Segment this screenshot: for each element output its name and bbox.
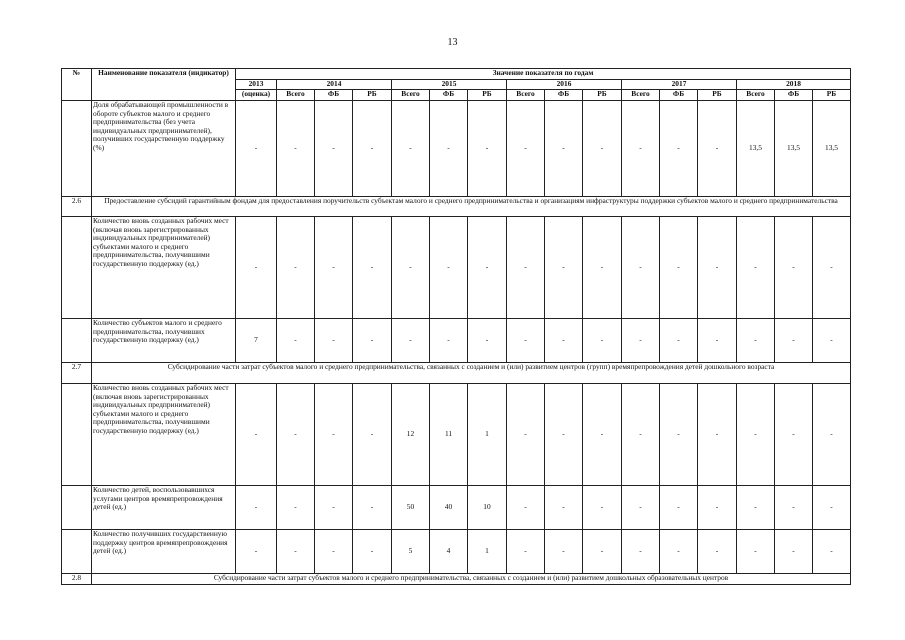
table-row [62,384,851,486]
table-row [62,530,851,574]
value-cell: - [583,217,622,319]
value-cell: - [622,530,660,574]
header-sub-2014-total: Всего [277,90,315,101]
value-cell: - [353,101,392,197]
indicator-name: Количество вновь созданных рабочих мест (включая вновь зарегистрированных индивидуальных предпринимателей) субъектами малого и среднего предпринимательства, получившими государственную поддержку (ед.) [92,217,236,319]
value-cell: 11 [430,384,468,486]
page-number: 13 [447,37,458,48]
value-cell: - [698,319,737,363]
header-sub-2018-fb: ФБ [775,90,813,101]
header-sub-2015-rb: РБ [468,90,507,101]
value-cell: - [660,486,698,530]
value-cell: - [468,319,507,363]
value-cell: - [698,486,737,530]
header-sub-2016-rb: РБ [583,90,622,101]
value-cell: 1 [468,384,507,486]
value-cell: - [236,217,277,319]
header-number: № [62,69,92,101]
value-cell: - [353,486,392,530]
header-year-2015: 2015 [392,80,507,90]
value-cell: - [430,101,468,197]
value-cell: - [353,217,392,319]
indicator-name: Количество детей, воспользовавшихся услугами центров времяпрепровождения детей (ед.) [92,486,236,530]
value-cell: - [545,530,583,574]
value-cell: - [430,217,468,319]
table-header [62,69,851,101]
value-cell: - [583,530,622,574]
value-cell: 12 [392,384,430,486]
value-cell: - [698,101,737,197]
value-cell: - [236,384,277,486]
header-sub-2014-rb: РБ [353,90,392,101]
value-cell: - [236,530,277,574]
value-cell: - [468,217,507,319]
row-number [62,319,92,363]
value-cell: - [545,384,583,486]
value-cell: - [507,486,545,530]
value-cell: - [315,384,353,486]
value-cell: - [660,384,698,486]
value-cell: - [392,101,430,197]
value-cell: - [813,530,851,574]
header-sub-2017-rb: РБ [698,90,737,101]
value-cell: - [737,486,775,530]
table-body [62,101,851,585]
value-cell: - [737,319,775,363]
section-title: Субсидирование части затрат субъектов малого и среднего предпринимательства, связанных с созданием и (или) развитием центров (групп) времяпрепровождения детей дошкольного возраста [92,363,851,384]
value-cell: - [698,530,737,574]
value-cell: - [315,319,353,363]
value-cell: - [775,384,813,486]
value-cell: - [507,217,545,319]
value-cell: 1 [468,530,507,574]
value-cell: - [353,384,392,486]
row-number [62,101,92,197]
row-number [62,530,92,574]
header-year-2016: 2016 [507,80,622,90]
section-number: 2.6 [62,197,92,217]
value-cell: - [660,530,698,574]
header-sub-2018-total: Всего [737,90,775,101]
indicator-name: Количество получивших государственную поддержку центров времяпрепровождения детей (ед.) [92,530,236,574]
value-cell: - [468,101,507,197]
table-row [62,217,851,319]
value-cell: - [507,384,545,486]
value-cell: - [660,101,698,197]
value-cell: - [660,217,698,319]
value-cell: - [583,319,622,363]
value-cell: 7 [236,319,277,363]
value-cell: - [545,101,583,197]
value-cell: - [622,101,660,197]
table-row [62,101,851,197]
value-cell: - [277,384,315,486]
value-cell: - [507,530,545,574]
row-number [62,486,92,530]
value-cell: - [813,319,851,363]
value-cell: - [545,319,583,363]
section-row [62,197,851,217]
value-cell: - [315,101,353,197]
header-2013-note: (оценка) [236,90,277,101]
header-sub-2018-rb: РБ [813,90,851,101]
value-cell: - [277,319,315,363]
header-year-2013: 2013 [236,80,277,90]
value-cell: - [622,319,660,363]
indicator-name: Доля обрабатывающей промышленности в обороте субъектов малого и среднего предпринимательства (без учета индивидуальных предпринимателей), получивших государственную поддержку (%) [92,101,236,197]
value-cell: - [277,101,315,197]
value-cell: - [392,217,430,319]
section-title: Предоставление субсидий гарантийным фондам для предоставления поручительств субъектам малого и среднего предпринимательства и организациям инфраструктуры поддержки субъектов малого и среднего предпринимательства [92,197,851,217]
value-cell: - [545,486,583,530]
value-cell: - [698,217,737,319]
value-cell: 10 [468,486,507,530]
value-cell: 13,5 [737,101,775,197]
value-cell: - [813,486,851,530]
section-row [62,363,851,384]
value-cell: - [236,486,277,530]
value-cell: - [622,486,660,530]
header-year-2014: 2014 [277,80,392,90]
row-number [62,217,92,319]
value-cell: - [622,217,660,319]
header-year-2018: 2018 [737,80,851,90]
value-cell: - [698,384,737,486]
value-cell: 13,5 [775,101,813,197]
value-cell: - [507,101,545,197]
indicator-name: Количество субъектов малого и среднего предпринимательства, получивших государственную поддержку (ед.) [92,319,236,363]
section-row [62,574,851,585]
value-cell: - [430,319,468,363]
indicator-name: Количество вновь созданных рабочих мест (включая вновь зарегистрированных индивидуальных предпринимателей) субъектами малого и среднего предпринимательства, получившими государственную поддержку (ед.) [92,384,236,486]
value-cell: - [583,101,622,197]
value-cell: - [277,486,315,530]
header-sub-2017-fb: ФБ [660,90,698,101]
value-cell: - [315,486,353,530]
value-cell: - [353,319,392,363]
value-cell: 5 [392,530,430,574]
value-cell: - [775,319,813,363]
value-cell: - [813,384,851,486]
value-cell: - [277,217,315,319]
header-year-2017: 2017 [622,80,737,90]
value-cell: - [277,530,315,574]
value-cell: - [315,530,353,574]
value-cell: 40 [430,486,468,530]
header-indicator-name: Наименование показателя (индикатор) [92,69,236,101]
value-cell: 4 [430,530,468,574]
value-cell: - [622,384,660,486]
value-cell: - [775,486,813,530]
table-row [62,319,851,363]
header-sub-2014-fb: ФБ [315,90,353,101]
value-cell: - [545,217,583,319]
value-cell: - [583,486,622,530]
value-cell: - [660,319,698,363]
value-cell: - [583,384,622,486]
value-cell: - [737,384,775,486]
header-values-by-year: Значение показателя по годам [236,69,851,80]
header-sub-2016-total: Всего [507,90,545,101]
value-cell: - [315,217,353,319]
value-cell: - [236,101,277,197]
value-cell: - [775,530,813,574]
value-cell: 13,5 [813,101,851,197]
value-cell: - [392,319,430,363]
value-cell: - [353,530,392,574]
value-cell: - [507,319,545,363]
indicators-table [61,68,851,585]
value-cell: - [737,530,775,574]
value-cell: 50 [392,486,430,530]
header-sub-2015-total: Всего [392,90,430,101]
header-sub-2016-fb: ФБ [545,90,583,101]
header-sub-2017-total: Всего [622,90,660,101]
row-number [62,384,92,486]
table-row [62,486,851,530]
header-sub-2015-fb: ФБ [430,90,468,101]
section-title: Субсидирование части затрат субъектов малого и среднего предпринимательства, связанных с созданием и (или) развитием дошкольных образовательных центров [92,574,851,585]
value-cell: - [737,217,775,319]
value-cell: - [775,217,813,319]
section-number: 2.8 [62,574,92,585]
section-number: 2.7 [62,363,92,384]
value-cell: - [813,217,851,319]
